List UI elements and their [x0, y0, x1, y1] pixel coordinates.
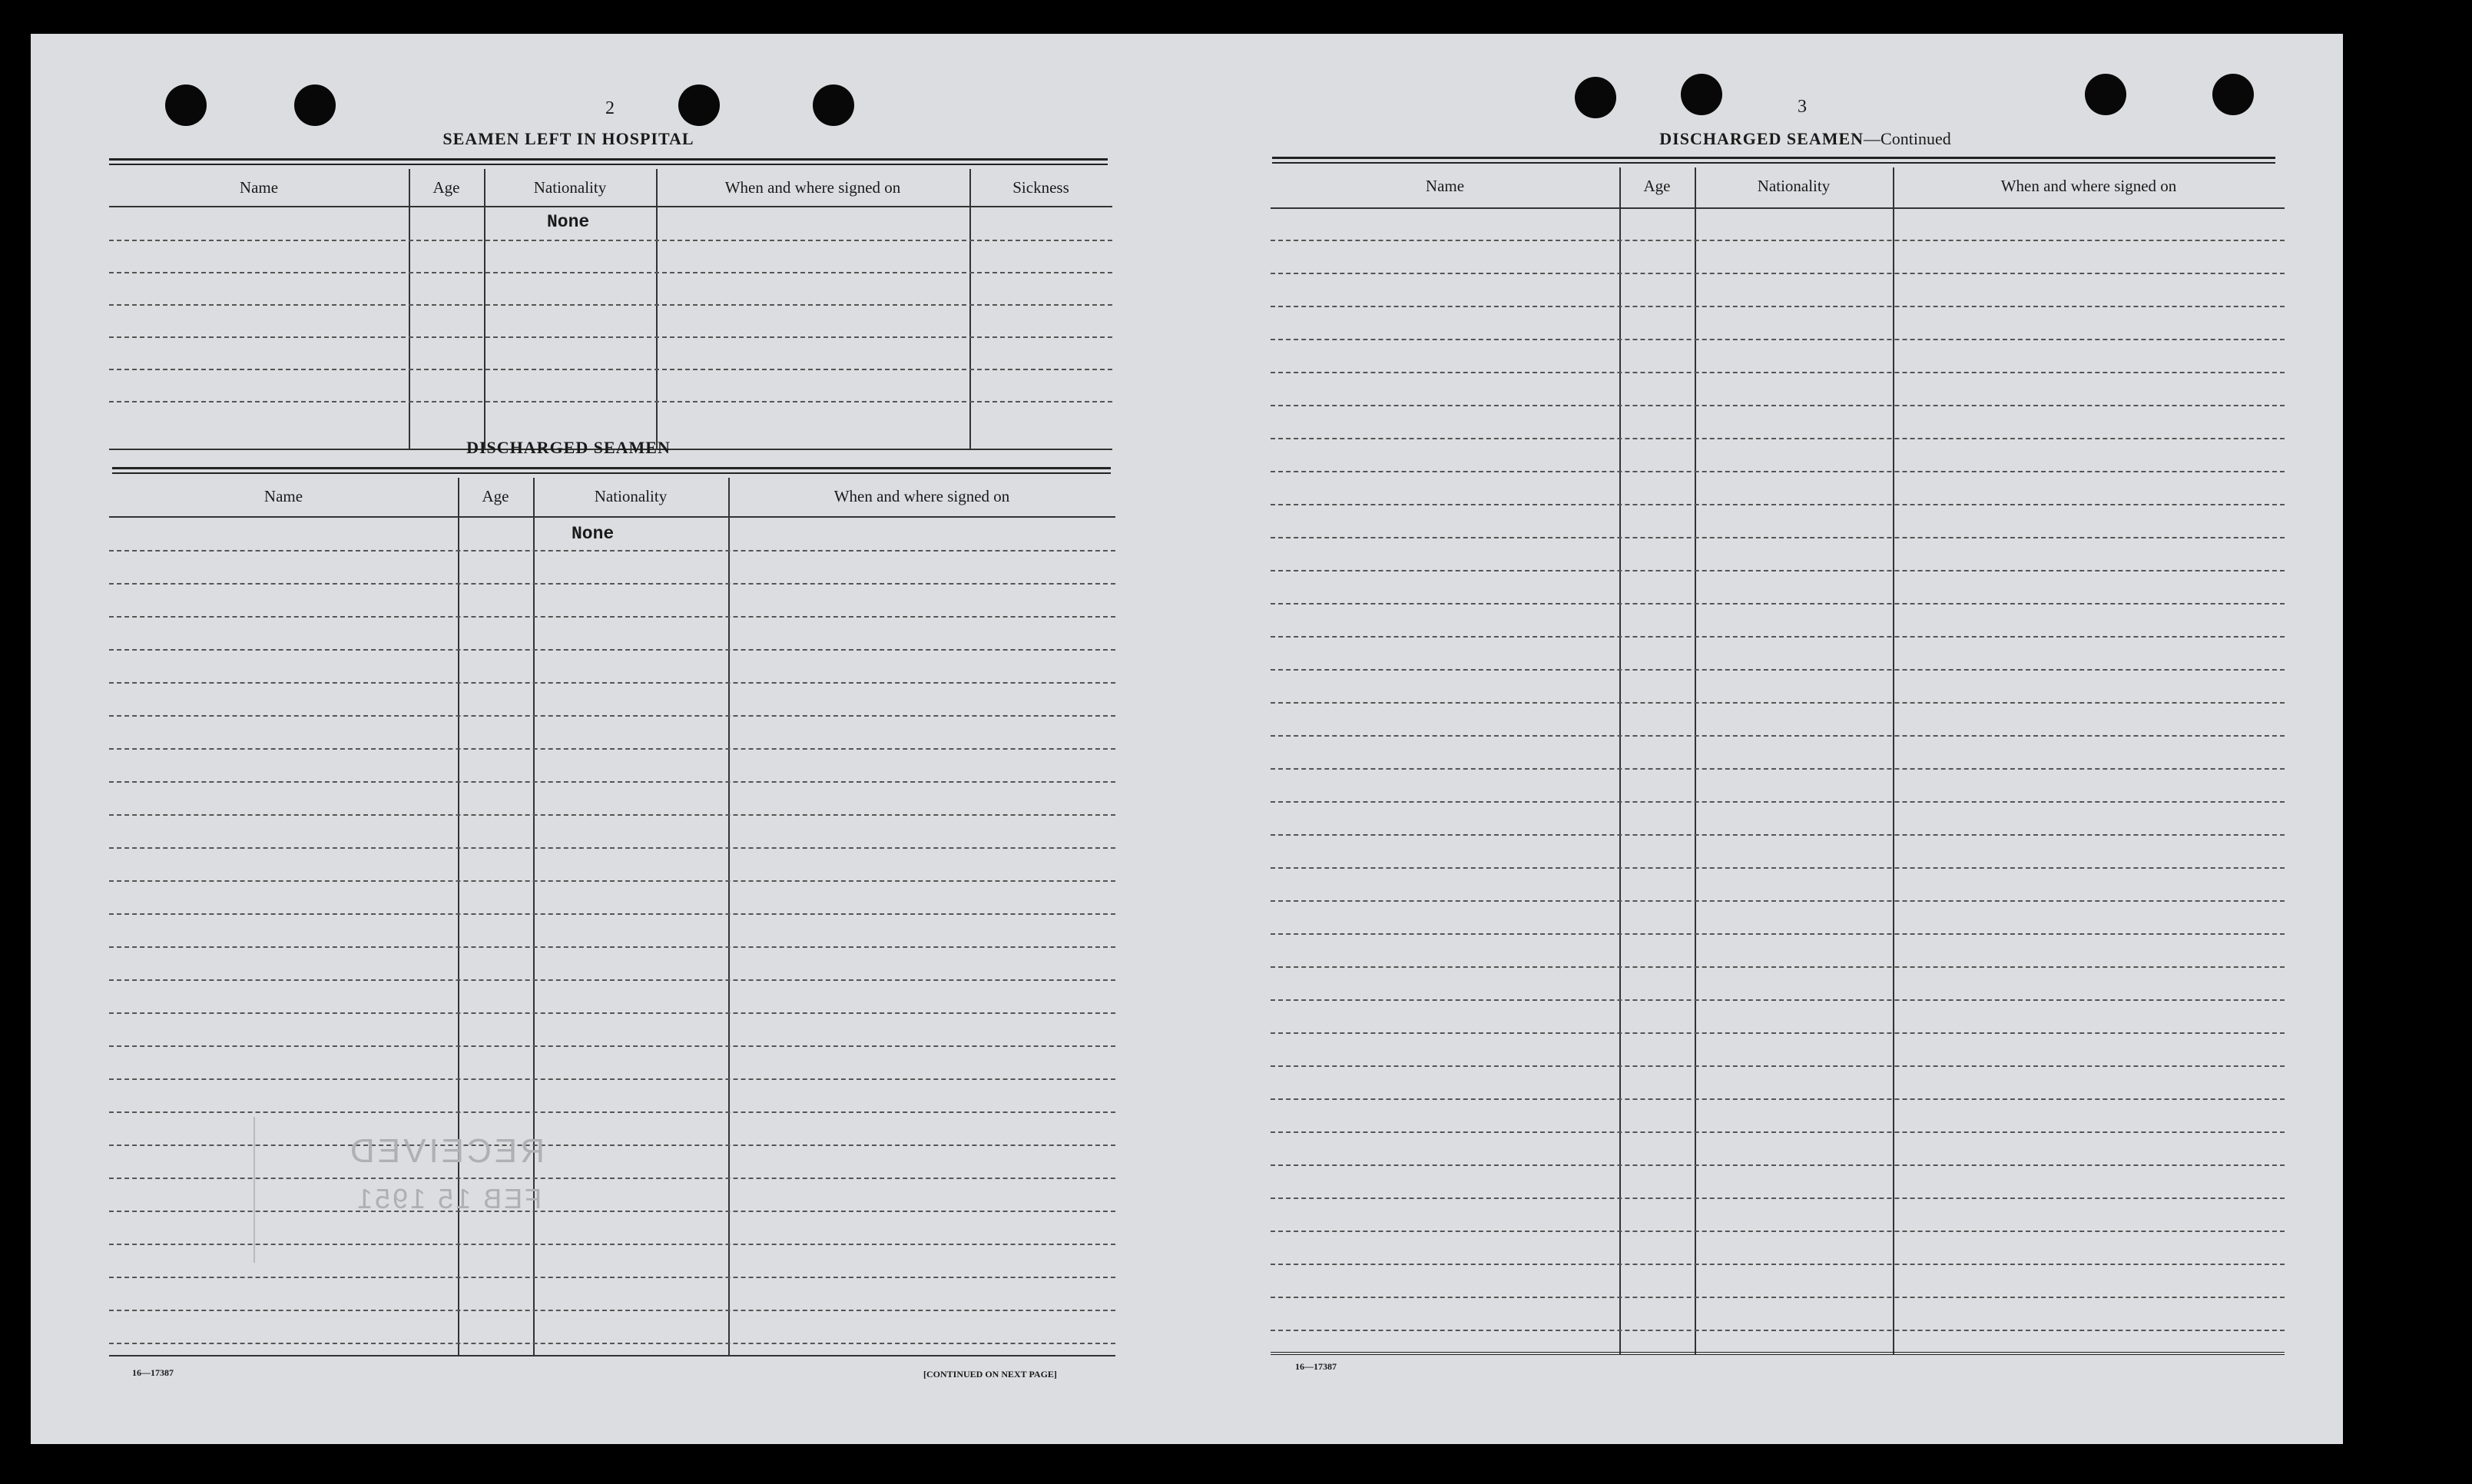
- table-row: [109, 401, 1112, 402]
- table-row: [109, 1111, 1115, 1113]
- table-row: [109, 1012, 1115, 1014]
- table-row: [109, 979, 1115, 981]
- punch-hole: [678, 84, 720, 126]
- table-row: [1271, 801, 2285, 803]
- form-number: 16—17387: [132, 1367, 174, 1378]
- punch-hole: [2085, 74, 2126, 115]
- table-row: [1271, 900, 2285, 902]
- right-page: [1160, 34, 2343, 1444]
- table-row: [1271, 834, 2285, 836]
- table-row: [109, 1310, 1115, 1311]
- table-row: [1271, 1330, 2285, 1331]
- table-row: [1271, 1197, 2285, 1199]
- table-row: [1271, 999, 2285, 1001]
- table-row: [1271, 570, 2285, 571]
- table-row: [109, 550, 1115, 552]
- table-row: [109, 272, 1112, 273]
- punch-hole: [165, 84, 207, 126]
- discharged-continued-table: [1271, 167, 2285, 1355]
- table-row: [109, 913, 1115, 915]
- title-main: DISCHARGED SEAMEN: [1659, 129, 1864, 148]
- col-header-signed-on: When and where signed on: [833, 487, 1010, 505]
- discharged-section-title: DISCHARGED SEAMEN: [466, 438, 671, 457]
- col-header-nationality: Nationality: [594, 487, 668, 505]
- hospital-entry: None: [547, 212, 590, 232]
- table-row: [109, 715, 1115, 717]
- col-header-name: Name: [1425, 177, 1465, 195]
- continued-note: [CONTINUED ON NEXT PAGE]: [923, 1369, 1057, 1380]
- table-row: [1271, 966, 2285, 968]
- title-rule: [109, 158, 1108, 165]
- table-row: [1271, 1032, 2285, 1034]
- table-row: [1271, 702, 2285, 704]
- punch-hole: [1681, 74, 1722, 115]
- left-page: [31, 34, 1160, 1444]
- col-header-name: Name: [263, 487, 303, 505]
- table-row: [1271, 1065, 2285, 1067]
- table-row: [1271, 1098, 2285, 1100]
- form-number: 16—17387: [1295, 1361, 1337, 1372]
- table-row: [1271, 306, 2285, 307]
- title-rule: [112, 467, 1111, 474]
- table-row: [109, 1343, 1115, 1344]
- table-row: [109, 240, 1112, 241]
- table-row: [109, 649, 1115, 651]
- col-header-age: Age: [482, 487, 509, 505]
- table-row: [1271, 1264, 2285, 1265]
- table-row: [1271, 273, 2285, 274]
- table-row: [1271, 339, 2285, 340]
- col-header-name: Name: [239, 178, 279, 197]
- page-number: 2: [605, 98, 615, 118]
- table-row: [1271, 438, 2285, 439]
- page-number: 3: [1798, 97, 1807, 117]
- punch-hole: [294, 84, 336, 126]
- table-row: [109, 946, 1115, 948]
- received-stamp: [253, 1117, 578, 1263]
- table-row: [1271, 933, 2285, 935]
- table-row: [1271, 768, 2285, 770]
- document-sheet: [31, 34, 2343, 1444]
- hospital-section-title: SEAMEN LEFT IN HOSPITAL: [442, 129, 694, 148]
- discharged-continued-title: [1567, 129, 2043, 149]
- col-header-signed-on: When and where signed on: [2000, 177, 2177, 195]
- table-row: [1271, 603, 2285, 605]
- table-row: [109, 781, 1115, 783]
- table-row: [1271, 867, 2285, 869]
- table-row: [1271, 1131, 2285, 1133]
- col-header-age: Age: [432, 178, 460, 197]
- table-row: [1271, 1231, 2285, 1232]
- stamp-word: RECEIVED: [347, 1132, 545, 1170]
- table-row: [109, 1045, 1115, 1047]
- table-row: [109, 583, 1115, 585]
- table-row: [1271, 240, 2285, 241]
- col-header-nationality: Nationality: [533, 178, 607, 197]
- table-row: [1271, 372, 2285, 373]
- table-row: [1271, 405, 2285, 406]
- table-row: [109, 616, 1115, 618]
- table-row: [109, 748, 1115, 750]
- col-header-sickness: Sickness: [1012, 178, 1069, 197]
- title-suffix: —Continued: [1864, 129, 1951, 148]
- col-header-age: Age: [1643, 177, 1671, 195]
- table-row: [1271, 1164, 2285, 1166]
- table-row: [109, 880, 1115, 882]
- discharged-entry: None: [572, 524, 615, 544]
- table-row: [1271, 471, 2285, 472]
- table-row: [1271, 636, 2285, 638]
- punch-hole: [2212, 74, 2254, 115]
- table-row: [109, 847, 1115, 849]
- table-row: [109, 336, 1112, 338]
- table-row: [109, 369, 1112, 370]
- table-row: [109, 1277, 1115, 1278]
- punch-hole: [1575, 77, 1616, 118]
- table-row: [109, 682, 1115, 684]
- table-row: [109, 814, 1115, 816]
- col-header-signed-on: When and where signed on: [724, 178, 901, 197]
- table-row: [1271, 1297, 2285, 1298]
- punch-hole: [813, 84, 854, 126]
- stamp-date: FEB 15 1951: [355, 1183, 542, 1214]
- table-row: [1271, 537, 2285, 538]
- table-row: [1271, 504, 2285, 505]
- hospital-table: [109, 169, 1112, 450]
- table-row: [1271, 669, 2285, 671]
- table-row: [109, 304, 1112, 306]
- table-row: [109, 1078, 1115, 1080]
- title-rule: [1272, 157, 2275, 164]
- table-row: [1271, 735, 2285, 737]
- col-header-nationality: Nationality: [1757, 177, 1831, 195]
